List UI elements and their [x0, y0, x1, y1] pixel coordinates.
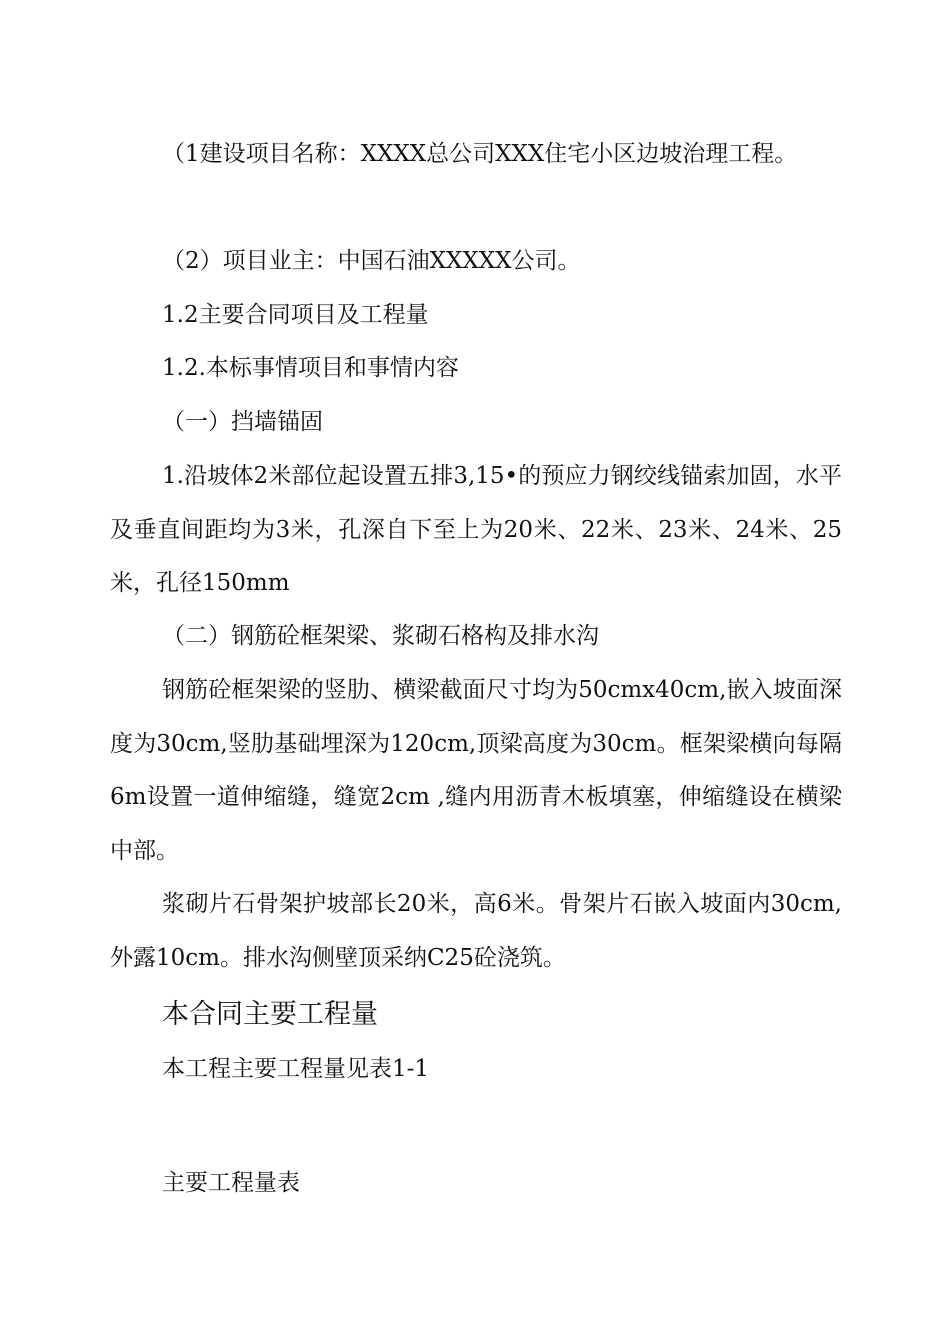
paragraph-project-name: （1建设项目名称：XXXX总公司XXX住宅小区边坡治理工程。 — [162, 141, 798, 167]
section-heading-1-2: 1.2主要合同项目及工程量 — [162, 302, 429, 328]
paragraph-frame-description: 钢筋砼框架梁的竖肋、横梁截面尺寸均为50cmx40cm,嵌入坡面深度为30cm,竖肋基础埋深为120cm,顶梁高度为30cm。框架梁横向每隔6m设置一道伸缩缝，缝宽2cm ,缝内用沥青木板填塞，伸缩缝设在横梁中部。 — [110, 677, 842, 864]
item-heading-anchoring: （一）挡墙锚固 — [162, 409, 323, 435]
paragraph-anchor-description: 1.沿坡体2米部位起设置五排3,15•的预应力钢绞线锚索加固，水平及垂直间距均为3米，孔深自下至上为20米、22米、23米、24米、25米，孔径150mm — [110, 463, 842, 596]
table-title: 主要工程量表 — [162, 1170, 300, 1196]
paragraph-see-table: 本工程主要工程量见表1-1 — [162, 1056, 430, 1082]
heading-main-quantities: 本合同主要工程量 — [162, 999, 378, 1030]
paragraph-masonry-description: 浆砌片石骨架护坡部长20米，高6米。骨架片石嵌入坡面内30cm,外露10cm。排水沟侧壁顶采纳C25砼浇筑。 — [110, 891, 842, 971]
section-subheading-1-2: 1.2.本标事情项目和事情内容 — [162, 355, 459, 381]
paragraph-project-owner: （2）项目业主：中国石油XXXXX公司。 — [162, 248, 581, 274]
item-heading-frame-beams: （二）钢筋砼框架梁、浆砌石格构及排水沟 — [162, 623, 599, 649]
